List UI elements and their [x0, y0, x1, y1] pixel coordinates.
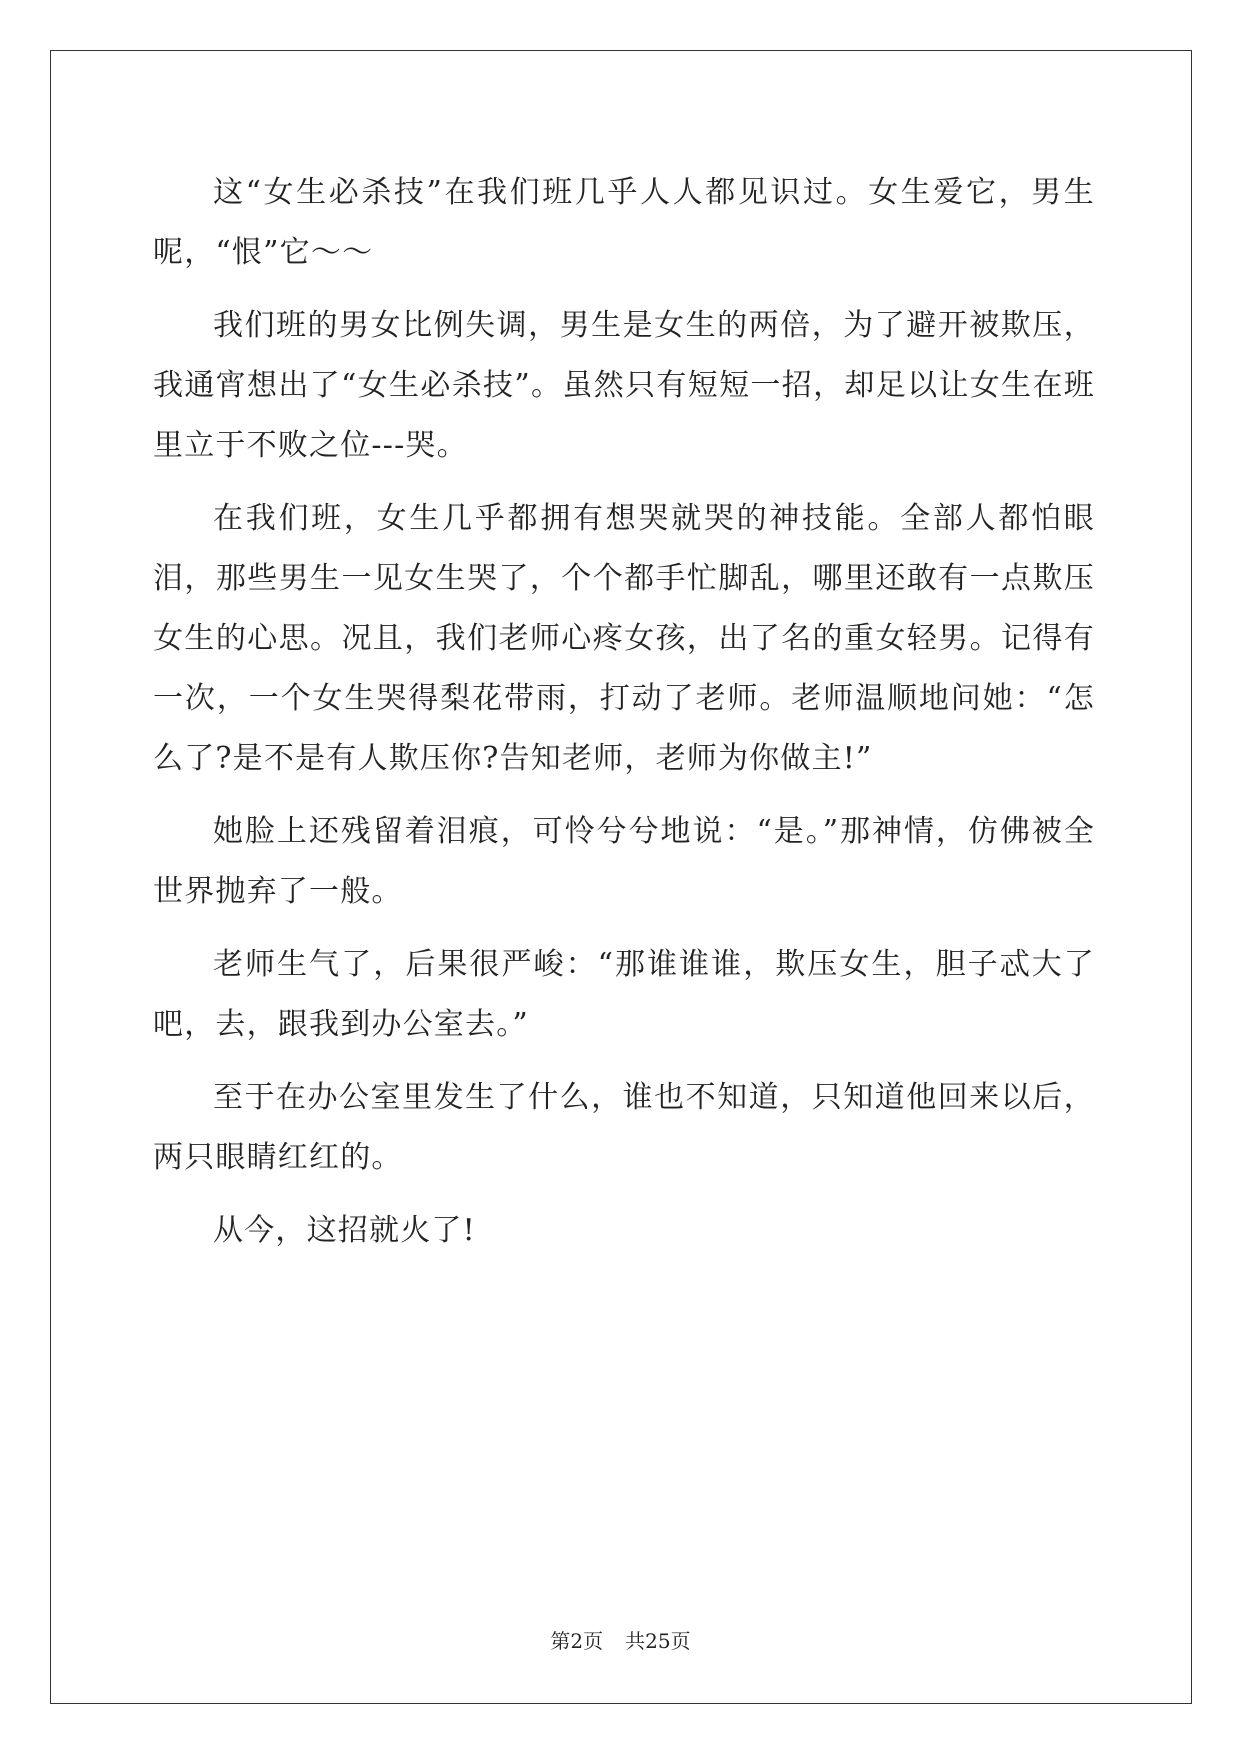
paragraph: 老师生气了，后果很严峻：“那谁谁谁，欺压女生，胆子忒大了吧，去，跟我到办公室去。” — [153, 947, 1095, 1042]
paragraph: 她脸上还残留着泪痕，可怜兮兮地说：“是。”那神情，仿佛被全世界抛弃了一般。 — [153, 814, 1095, 909]
paragraph: 从今，这招就火了! — [213, 1213, 476, 1248]
document-body — [153, 163, 1095, 1274]
paragraph: 在我们班，女生几乎都拥有想哭就哭的神技能。全部人都怕眼泪，那些男生一见女生哭了，个个都手忙脚乱，哪里还敢有一点欺压女生的心思。况且，我们老师心疼女孩，出了名的重女轻男。记得有一次，一个女生哭得梨花带雨，打动了老师。老师温顺地问她：“怎么了?是不是有人欺压你?告知老师，老师为你做主!” — [153, 501, 1095, 776]
paragraph: 这“女生必杀技”在我们班几乎人人都见识过。女生爱它，男生呢，“恨”它～～ — [153, 175, 1095, 270]
page-total: 共25页 — [625, 1629, 691, 1653]
page-number: 第2页 — [550, 1629, 604, 1653]
page-footer — [0, 1628, 1241, 1654]
paragraph: 我们班的男女比例失调，男生是女生的两倍，为了避开被欺压，我通宵想出了“女生必杀技”。虽然只有短短一招，却足以让女生在班里立于不败之位---哭。 — [153, 308, 1095, 463]
paragraph: 至于在办公室里发生了什么，谁也不知道，只知道他回来以后，两只眼睛红红的。 — [153, 1080, 1095, 1175]
